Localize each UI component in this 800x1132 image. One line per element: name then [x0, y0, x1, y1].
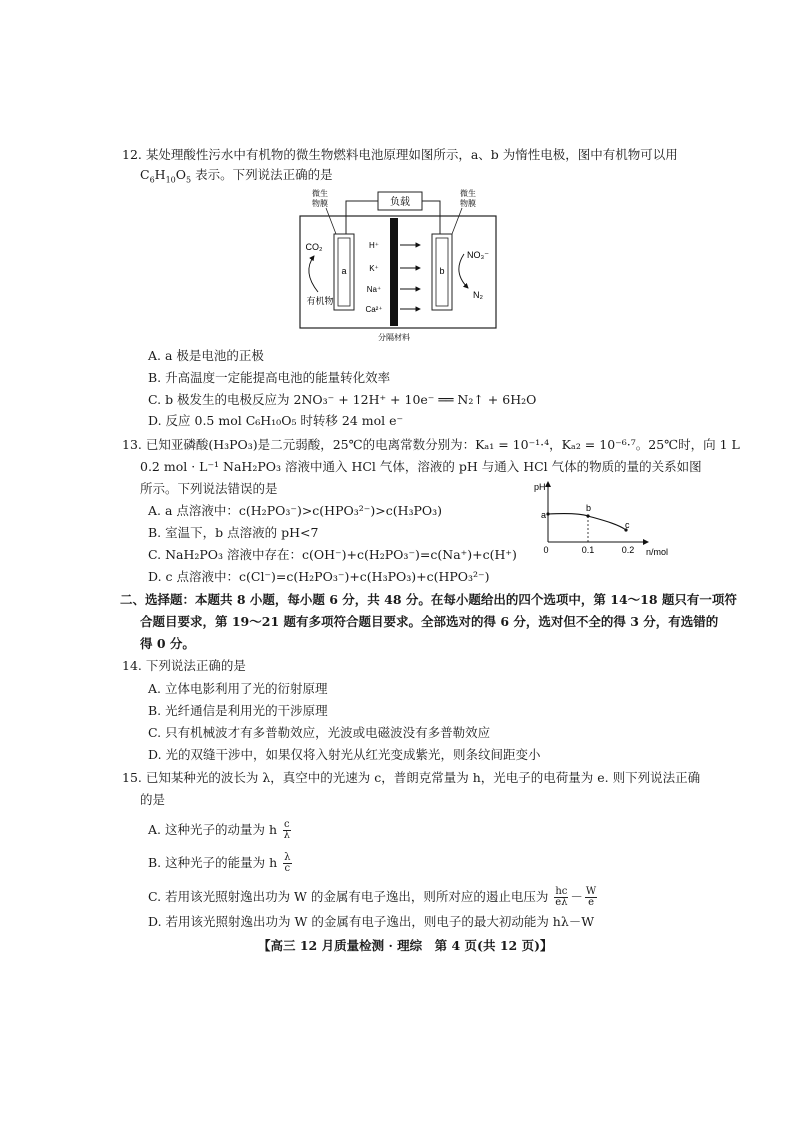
x-axis-label: n/mol: [646, 547, 669, 557]
q15-stem-line2: 的是: [140, 792, 166, 807]
ion-h: H⁺: [369, 241, 379, 250]
microbe-film-left-2: 物膜: [312, 199, 328, 208]
q15-option-c-minus: －: [570, 889, 583, 904]
q14-option-a: A. 立体电影利用了光的衍射原理: [148, 681, 328, 696]
co2-label: CO₂: [305, 242, 323, 252]
q15-option-b: [148, 853, 294, 874]
n2-label: N₂: [473, 290, 483, 300]
separator-label: 分隔材料: [378, 333, 410, 342]
wire-right: [422, 201, 440, 234]
q12-formula-c: C: [140, 167, 150, 182]
section2-line1: 二、选择题：本题共 8 小题，每小题 6 分，共 48 分。在每小题给出的四个选项中，第 14～18 题只有一项符: [120, 592, 737, 607]
ph-graph: [528, 478, 674, 558]
q12-stem-line2: $C_6H_{10}O_5$ 表示。下列说法正确的是: [140, 167, 333, 185]
ion-na: Na⁺: [366, 285, 382, 294]
point-a: [546, 512, 549, 515]
point-c-label: c: [625, 520, 630, 530]
organic-to-co2-arrow: [309, 256, 318, 292]
electrode-a-label: a: [341, 266, 347, 276]
q15-option-a-text: A. 这种光子的动量为 h: [148, 822, 277, 837]
q13-option-b: B. 室温下，b 点溶液的 pH<7: [148, 525, 319, 540]
ion-k: K⁺: [369, 264, 379, 273]
q12-stem-line1: 12. 某处理酸性污水中有机物的微生物燃料电池原理如图所示，a、b 为惰性电极，图中有机物可以用: [122, 147, 678, 162]
separator-membrane: [390, 218, 398, 326]
q13-stem-line2: 0.2 mol · L⁻¹ NaH₂PO₃ 溶液中通入 HCl 气体，溶液的 pH 与通入 HCl 气体的物质的量的关系如图: [140, 459, 702, 474]
q12-option-d: D. 反应 0.5 mol C₆H₁₀O₅ 时转移 24 mol e⁻: [148, 413, 404, 428]
q14-option-d: D. 光的双缝干涉中，如果仅将入射光从红光变成紫光，则条纹间距变小: [148, 747, 541, 762]
q14-option-b: B. 光纤通信是利用光的干涉原理: [148, 703, 328, 718]
electrode-b-label: b: [439, 266, 445, 276]
origin-label: 0: [543, 545, 549, 555]
q12-option-b: B. 升高温度一定能提高电池的能量转化效率: [148, 370, 391, 385]
q13-option-d: D. c 点溶液中：c(Cl⁻)=c(H₂PO₃⁻)+c(H₃PO₃)+c(HPO₃²⁻): [148, 569, 490, 584]
section2-line3: 得 0 分。: [140, 636, 195, 651]
q12-stem-suffix: 表示。下列说法正确的是: [191, 167, 333, 182]
q15-stem-line1: 15. 已知某种光的波长为 λ，真空中的光速为 c，普朗克常量为 h，光电子的电荷量为 e. 则下列说法正确: [122, 770, 701, 785]
no3-label: NO₃⁻: [467, 250, 489, 260]
q15-option-a-fraction: $\frac{c}{\lambda}$: [283, 819, 290, 841]
q13-stem-line3: 所示。下列说法错误的是: [140, 481, 278, 496]
q15-option-c-fraction-2: $\frac{W}{e}$: [585, 886, 597, 908]
section2-line2: 合题目要求，第 19～21 题有多项符合题目要求。全部选对的得 6 分，选对但不全的得 3 分，有选错的: [140, 614, 719, 629]
q12-option-a: A. a 极是电池的正极: [148, 348, 264, 363]
microbe-film-left-1: 微生: [312, 189, 328, 198]
tick-0.1: 0.1: [581, 545, 595, 555]
microbe-film-right-2: 物膜: [460, 199, 476, 208]
point-b: [586, 514, 589, 517]
q13-stem-line1: 13. 已知亚磷酸(H₃PO₃)是二元弱酸，25℃的电离常数分别为：Kₐ₁ = 10⁻¹·⁴，Kₐ₂ = 10⁻⁶·⁷。25℃时，向 1 L: [122, 437, 740, 452]
q14-option-c: C. 只有机械波才有多普勒效应，光波或电磁波没有多普勒效应: [148, 725, 491, 740]
ion-ca: Ca²⁺: [365, 305, 383, 314]
q15-option-c-fraction-1: $\frac{hc}{e\lambda}$: [555, 886, 568, 908]
organic-label: 有机物: [306, 296, 334, 306]
fuel-cell-diagram: [296, 188, 502, 344]
wire-left: [346, 201, 378, 234]
y-axis-label: pH: [534, 482, 546, 492]
point-a-label: a: [541, 510, 547, 520]
microbe-film-right-1: 微生: [460, 189, 476, 198]
q15-option-d: D. 若用该光照射逸出功为 W 的金属有电子逸出，则电子的最大初动能为 hλ－W: [148, 914, 595, 929]
q12-option-c: C. b 极发生的电极反应为 2NO₃⁻ + 12H⁺ + 10e⁻ ══ N₂↑ + 6H₂O: [148, 392, 537, 407]
q15-option-c-text: C. 若用该光照射逸出功为 W 的金属有电子逸出，则所对应的遏止电压为: [148, 889, 549, 904]
q15-option-b-text: B. 这种光子的能量为 h: [148, 855, 278, 870]
q15-option-c: [148, 887, 599, 908]
q13-option-a: A. a 点溶液中：c(H₂PO₃⁻)>c(HPO₃²⁻)>c(H₃PO₃): [148, 503, 443, 518]
q14-stem: 14. 下列说法正确的是: [122, 658, 246, 673]
q15-option-a: [148, 820, 293, 841]
load-label: 负载: [390, 197, 410, 208]
tick-0.2: 0.2: [621, 545, 635, 555]
q15-option-b-fraction: $\frac{\lambda}{c}$: [284, 852, 291, 874]
q13-option-c: C. NaH₂PO₃ 溶液中存在：c(OH⁻)+c(H₂PO₃⁻)=c(Na⁺)+c(H⁺): [148, 547, 517, 562]
point-b-label: b: [586, 503, 592, 513]
page-footer: 【高三 12 月质量检测 · 理综 第 4 页(共 12 页)】: [258, 938, 553, 953]
